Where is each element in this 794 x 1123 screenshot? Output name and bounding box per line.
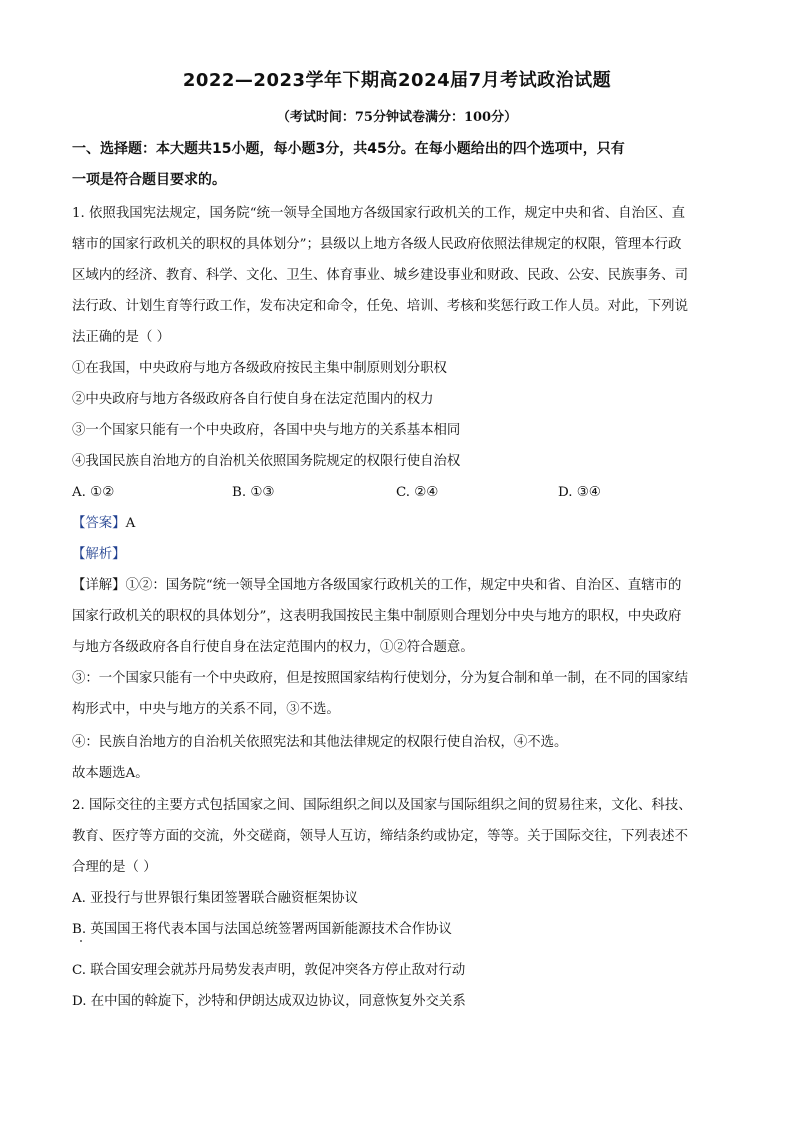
q1-detail-line: ④：民族自治地方的自治机关依照宪法和其他法律规定的权限行使自治权，④不选。 (72, 735, 568, 750)
page-title: 2022—2023学年下期高2024届7月考试政治试题 (182, 70, 612, 91)
q2-option-b: B. 英国国王将代表本国与法国总统签署两国新能源技术合作协议 (72, 922, 452, 937)
q1-statement: ①在我国，中央政府与地方各级政府按民主集中制原则划分职权 (72, 361, 447, 376)
q1-statement: ④我国民族自治地方的自治机关依照国务院规定的权限行使自治权 (72, 454, 461, 469)
section-heading-line: 一、选择题：本大题共15小题，每小题3分，共45分。在每小题给出的四个选项中，只有 (72, 141, 625, 157)
answer-value: A (125, 516, 136, 531)
q1-statement: ②中央政府与地方各级政府各自行使自身在法定范围内的权力 (72, 392, 434, 407)
section-heading-line: 一项是符合题目要求的。 (72, 172, 226, 188)
q1-statement: ③一个国家只能有一个中央政府，各国中央与地方的关系基本相同 (72, 423, 461, 438)
exam-info: （考试时间：75分钟试卷满分：100分） (276, 110, 518, 125)
q1-option-c: C. ②④ (396, 485, 439, 500)
q2-stem-line: 2. 国际交往的主要方式包括国家之间、国际组织之间以及国家与国际组织之间的贸易往来，文化、科技、 (72, 798, 692, 813)
q1-option-d: D. ③④ (558, 485, 601, 500)
q2-option-a: A. 亚投行与世界银行集团签署联合融资框架协议 (72, 891, 358, 906)
stray-dot (80, 940, 82, 942)
q1-stem-line: 1. 依照我国宪法规定，国务院“统一领导全国地方各级国家行政机关的工作，规定中央和省、自治区、直 (72, 206, 686, 221)
q2-option-c: C. 联合国安理会就苏丹局势发表声明，敦促冲突各方停止敌对行动 (72, 963, 466, 978)
detail-tag: 【详解】 (72, 578, 126, 593)
q1-detail-line: 与地方各级政府各自行使自身在法定范围内的权力，①②符合题意。 (72, 640, 474, 655)
q1-detail-line: 构形式中，中央与地方的关系不同，③不选。 (72, 702, 340, 717)
q1-detail-line: ③：一个国家只能有一个中央政府，但是按照国家结构行使划分，分为复合制和单一制，在不同的国家结 (72, 671, 688, 686)
q2-stem-line: 教育、医疗等方面的交流，外交磋商，领导人互访，缔结条约或协定，等等。关于国际交往，下列表述不 (72, 829, 688, 844)
q1-option-a: A. ①② (72, 485, 115, 500)
q2-stem-line: 合理的是（ ） (72, 860, 157, 875)
q1-stem-line: 辖市的国家行政机关的职权的具体划分”；县级以上地方各级人民政府依照法律规定的权限，管理本行政 (72, 237, 682, 252)
detail-text: ①②：国务院“统一领导全国地方各级国家行政机关的工作，规定中央和省、自治区、直辖市的 (125, 578, 682, 593)
q1-stem-line: 法行政、计划生育等行政工作，发布决定和命令，任免、培训、考核和奖惩行政工作人员。对此，下列说 (72, 299, 688, 314)
q1-stem-line: 法正确的是（ ） (72, 330, 170, 345)
q1-detail-line: 国家行政机关的职权的具体划分”，这表明我国按民主集中制原则合理划分中央与地方的职权，中央政府 (72, 609, 682, 624)
q2-option-d: D. 在中国的斡旋下，沙特和伊朗达成双边协议，同意恢复外交关系 (72, 994, 466, 1009)
q1-detail-line (72, 576, 722, 596)
q1-answer (72, 514, 722, 534)
analysis-tag: 【解析】 (72, 547, 126, 562)
q1-option-b: B. ①③ (232, 485, 275, 500)
answer-tag: 【答案】 (72, 516, 126, 531)
q1-stem-line: 区域内的经济、教育、科学、文化、卫生、体育事业、城乡建设事业和财政、民政、公安、民族事务、司 (72, 268, 688, 283)
q1-detail-line: 故本题选A。 (72, 766, 149, 781)
